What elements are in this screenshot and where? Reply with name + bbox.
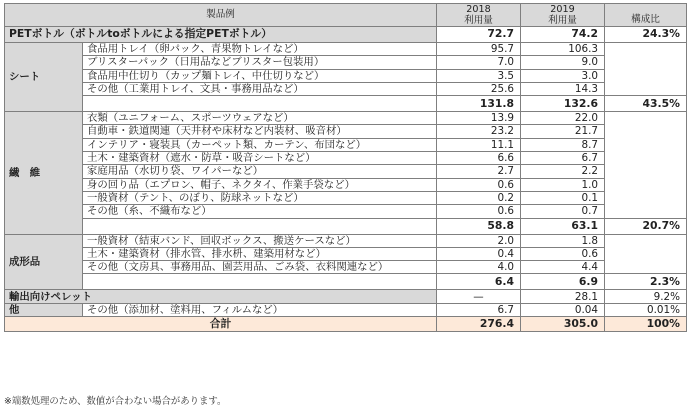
molded-item-label: その他（文房具、事務用品、園芸用品、ごみ袋、衣料関連など） [83,261,437,274]
pet-bottle-label: PETボトル（ボトルtoボトルによる指定PETボトル） [5,27,437,43]
sheet-subtotal-2019: 132.6 [521,96,605,112]
molded-item-label: 土木・建築資材（排水管、排水枡、建築用材など） [83,247,437,260]
molded-category: 成形品 [5,234,83,290]
molded-row [5,247,687,260]
fiber-row [5,178,687,191]
other-2018-value: 6.7 [437,303,521,317]
share-header-label: 構成比 [631,13,660,25]
fiber-item-label: 家庭用品（水切り袋、ワイパーなど） [83,165,437,178]
sheet-item-label: 食品用トレイ（卵パック、青果物トレイなど） [83,43,437,56]
total-2019-value: 305.0 [521,317,605,332]
molded-subtotal-2018: 6.4 [437,274,521,290]
total-2018-value: 276.4 [437,317,521,332]
molded-subtotal-2019: 6.9 [521,274,605,290]
sheet-item-2019: 14.3 [521,82,605,95]
fiber-item-label: 自動車・鉄道関連（天井材や床材など内装材、吸音材） [83,125,437,138]
fiber-subtotal-share: 20.7% [605,218,687,234]
sheet-item-2018: 3.5 [437,69,521,82]
fiber-item-label: 身の回り品（エプロン、帽子、ネクタイ、作業手袋など） [83,178,437,191]
fiber-subtotal-row [5,218,687,234]
sheet-item-2019: 106.3 [521,43,605,56]
usage-2018-label: 利用量 [464,15,493,26]
export-pellet-label: 輸出向けペレット [5,290,437,304]
molded-item-label: 一般資材（結束バンド、回収ボックス、搬送ケースなど） [83,234,437,247]
other-row [5,303,687,317]
recycled-pet-usage-table [4,3,687,332]
total-label: 合計 [5,317,437,332]
fiber-item-2019: 8.7 [521,138,605,151]
pet-bottle-row [5,27,687,43]
fiber-item-2019: 6.7 [521,152,605,165]
year-2019-header [521,4,605,27]
fiber-item-label: 一般資材（テント、のぼり、防球ネットなど） [83,191,437,204]
sheet-item-2018: 7.0 [437,56,521,69]
export-2018-value: — [437,290,521,304]
pet-2018-value: 72.7 [437,27,521,43]
export-2019-value: 28.1 [521,290,605,304]
other-item-label: その他（添加材、塗料用、フィルムなど） [83,303,437,317]
usage-2019-label: 利用量 [548,15,577,26]
sheet-item-2019: 9.0 [521,56,605,69]
sheet-row [5,82,687,95]
sheet-subtotal-2018: 131.8 [437,96,521,112]
fiber-item-label: インテリア・寝装具（カーペット類、カーテン、布団など） [83,138,437,151]
fiber-item-2018: 0.6 [437,205,521,218]
other-share-value: 0.01% [605,303,687,317]
fiber-subtotal-label-blank [83,218,437,234]
sheet-item-2018: 25.6 [437,82,521,95]
other-2019-value: 0.04 [521,303,605,317]
molded-item-2018: 4.0 [437,261,521,274]
molded-item-2019: 4.4 [521,261,605,274]
other-category: 他 [5,303,83,317]
fiber-item-2018: 0.2 [437,191,521,204]
fiber-item-2018: 2.7 [437,165,521,178]
pet-2019-value: 74.2 [521,27,605,43]
fiber-category: 繊 維 [5,112,83,234]
fiber-item-2018: 23.2 [437,125,521,138]
year-2018-header [437,4,521,27]
fiber-row [5,125,687,138]
molded-row [5,261,687,274]
share-header [605,4,687,27]
fiber-row [5,152,687,165]
product-example-header: 製品例 [5,4,437,27]
fiber-item-2018: 6.6 [437,152,521,165]
fiber-item-2018: 0.6 [437,178,521,191]
year-2018-label: 2018 [466,4,491,15]
total-share-value: 100% [605,317,687,332]
export-share-value: 9.2% [605,290,687,304]
fiber-subtotal-2019: 63.1 [521,218,605,234]
fiber-item-label: 衣類（ユニフォーム、スポーツウェアなど） [83,112,437,125]
fiber-row [5,138,687,151]
fiber-item-2018: 13.9 [437,112,521,125]
fiber-item-2019: 21.7 [521,125,605,138]
molded-share-blank [605,234,687,274]
fiber-item-label: 土木・建築資材（遮水・防草・吸音シートなど） [83,152,437,165]
total-row [5,317,687,332]
fiber-item-2019: 2.2 [521,165,605,178]
molded-subtotal-share: 2.3% [605,274,687,290]
fiber-item-2019: 0.1 [521,191,605,204]
fiber-item-label: その他（糸、不織布など） [83,205,437,218]
molded-item-2018: 0.4 [437,247,521,260]
sheet-item-label: ブリスターパック（日用品などブリスター包装用） [83,56,437,69]
sheet-row [5,69,687,82]
year-2019-label: 2019 [550,4,575,15]
fiber-share-blank [605,112,687,218]
sheet-share-blank [605,43,687,96]
fiber-subtotal-2018: 58.8 [437,218,521,234]
sheet-row [5,43,687,56]
molded-item-2018: 2.0 [437,234,521,247]
fiber-row [5,112,687,125]
fiber-item-2019: 0.7 [521,205,605,218]
fiber-item-2019: 22.0 [521,112,605,125]
sheet-subtotal-label-blank [83,96,437,112]
molded-subtotal-row [5,274,687,290]
sheet-item-2019: 3.0 [521,69,605,82]
fiber-item-2019: 1.0 [521,178,605,191]
molded-subtotal-label-blank [83,274,437,290]
fiber-row [5,205,687,218]
fiber-item-2018: 11.1 [437,138,521,151]
export-pellet-row [5,290,687,304]
sheet-item-label: その他（工業用トレイ、文具・事務用品など） [83,82,437,95]
sheet-row [5,56,687,69]
fiber-row [5,165,687,178]
molded-item-2019: 1.8 [521,234,605,247]
sheet-item-2018: 95.7 [437,43,521,56]
sheet-item-label: 食品用中仕切り（カップ麺トレイ、中仕切りなど） [83,69,437,82]
pet-share-value: 24.3% [605,27,687,43]
fiber-row [5,191,687,204]
molded-item-2019: 0.6 [521,247,605,260]
sheet-subtotal-row [5,96,687,112]
sheet-subtotal-share: 43.5% [605,96,687,112]
footnote: ※端数処理のため、数値が合わない場合があります。 [4,396,227,407]
molded-row [5,234,687,247]
sheet-category: シート [5,43,83,112]
header-row [5,4,687,27]
